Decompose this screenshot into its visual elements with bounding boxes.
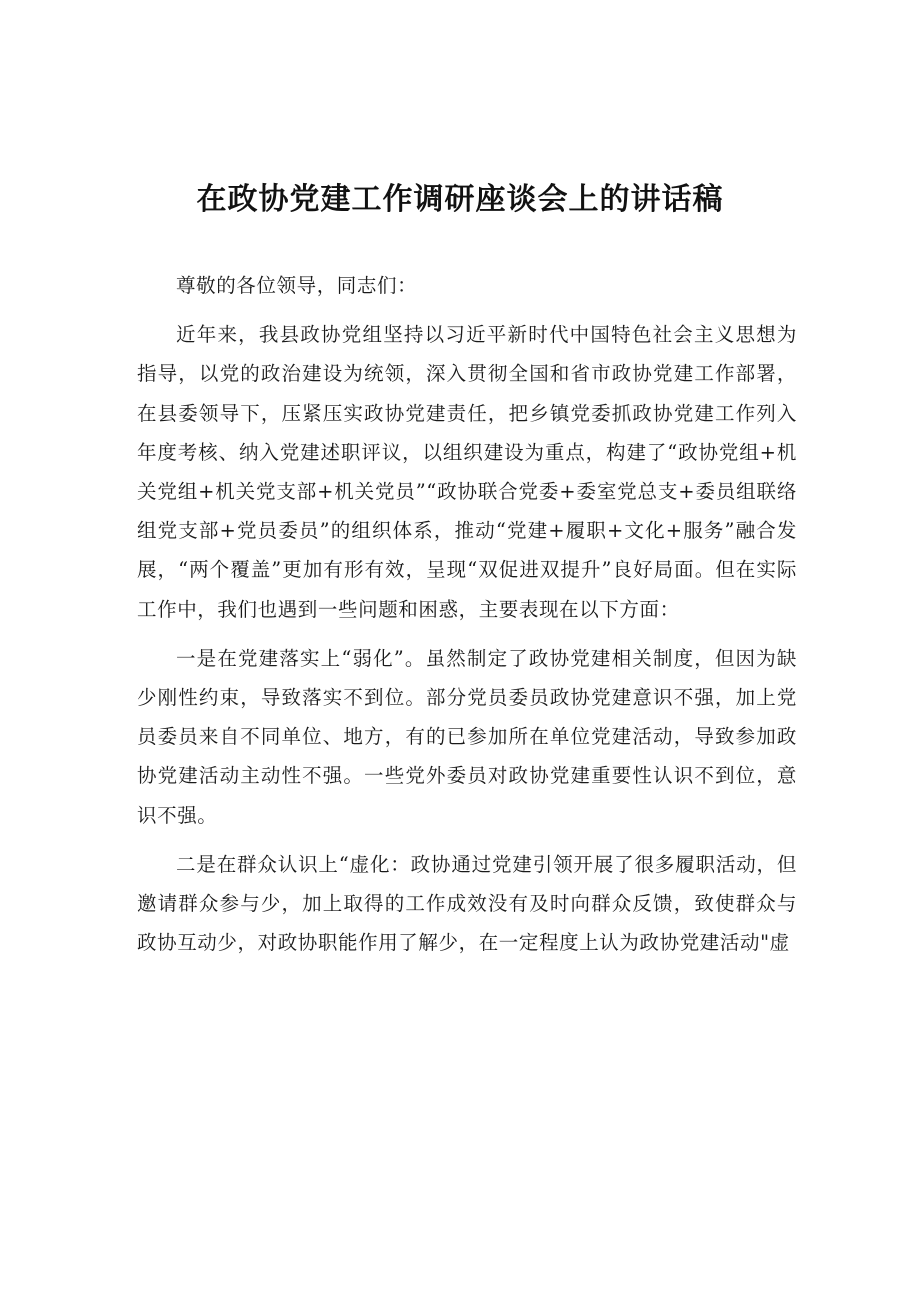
document-body (137, 266, 797, 962)
document-title: 在政协党建工作调研座谈会上的讲话稿 (196, 182, 724, 217)
issue-two-paragraph: 二是在群众认识上“虚化：政协通过党建引领开展了很多履职活动，但邀请群众参与少，加上取得的工作成效没有及时向群众反馈，致使群众与政协互动少，对政协职能作用了解少，在一定程度上认为政协党建活动"虚 (137, 852, 797, 955)
issue-one-paragraph: 一是在党建落实上“弱化”。虽然制定了政协党建相关制度，但因为缺少刚性约束，导致落实不到位。部分党员委员政协党建意识不强，加上党员委员来自不同单位、地方，有的已参加所在单位党建活动，导致参加政协党建活动主动性不强。一些党外委员对政协党建重要性认识不到位，意识不强。 (137, 646, 797, 827)
salutation-paragraph: 尊敬的各位领导，同志们： (176, 274, 418, 297)
intro-paragraph: 近年来，我县政协党组坚持以习近平新时代中国特色社会主义思想为指导，以党的政治建设为统领，深入贯彻全国和省市政协党建工作部署，在县委领导下，压紧压实政协党建责任，把乡镇党委抓政协党建工作列入年度考核、纳入党建述职评议，以组织建设为重点，构建了“政协党组+机关党组+机关党支部+机关党员”“政协联合党委+委室党总支+委员组联络组党支部+党员委员”的组织体系，推动“党建+履职+文化+服务”融合发展，“两个覆盖”更加有形有效，呈现“双促进双提升”良好局面。但在实际工作中，我们也遇到一些问题和困惑，主要表现在以下方面： (137, 323, 797, 621)
